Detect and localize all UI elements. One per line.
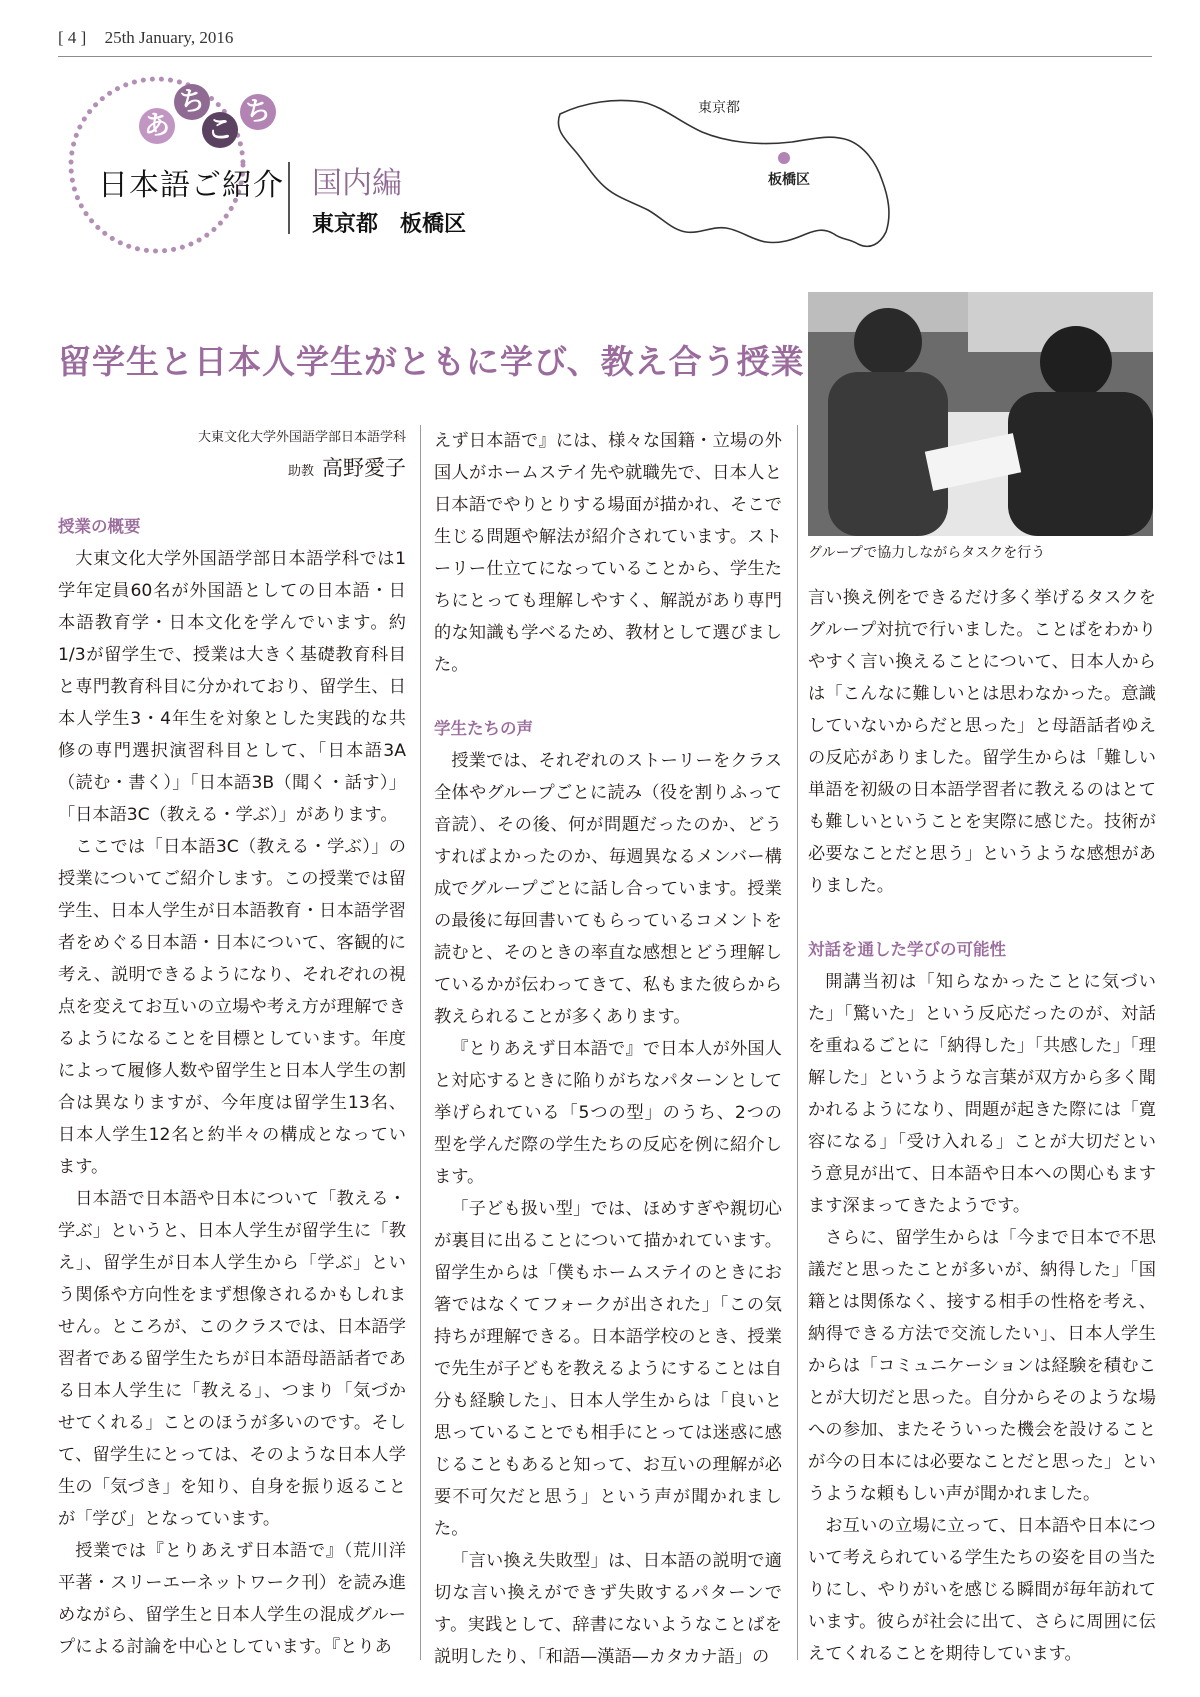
series-title: 日本語ご紹介 bbox=[98, 168, 284, 203]
paragraph: 言い換え例をできるだけ多く挙げるタスクをグループ対抗で行いました。ことばをわかりやすく言い換えることについて、日本人からは「こんなに難しいとは思わなかった。意識していないからだと思った」と母語話者ゆえの反応がありました。留学生からは「難しい単語を初級の日本語学習者に教えるのはとても難しいということを実際に感じた。技術が必要なことだと思う」というような感想がありました。 bbox=[808, 588, 1156, 896]
location-label: 東京都 板橋区 bbox=[312, 212, 467, 237]
article-column-3 bbox=[808, 582, 1156, 1670]
article-column-1 bbox=[58, 425, 406, 1663]
paragraph: さらに、留学生からは「今まで日本で不思議だと思ったことが多いが、納得した」「国籍とは関係なく、接する相手の性格を考え、納得できる方法で交流したい」、日本人学生からは「コミュニケーションは経験を積むことが大切だと思った。自分からそのような場への参加、またそういった機会を設けることが今の日本には必要なことだと思った」というような頼もしい声が聞かれました。 bbox=[808, 1228, 1156, 1504]
header-rule bbox=[58, 56, 1152, 57]
section-heading: 対話を通した学びの可能性 bbox=[808, 940, 1006, 959]
page-header bbox=[58, 28, 233, 48]
spacer bbox=[808, 902, 1156, 934]
bubble-chi-2: ち bbox=[240, 94, 276, 130]
section-heading: 授業の概要 bbox=[58, 517, 141, 536]
issue-date: 25th January, 2016 bbox=[104, 28, 234, 47]
title-divider bbox=[288, 162, 290, 234]
classroom-photo bbox=[808, 292, 1153, 536]
spacer bbox=[434, 681, 782, 713]
tokyo-map bbox=[530, 92, 910, 262]
paragraph: 大東文化大学外国語学部日本語学科では1学年定員60名が外国語としての日本語・日本語教育学・日本文化を学んでいます。約1/3が留学生で、授業は大きく基礎教育科目と専門教育科目に分かれており、留学生、日本人学生3・4年生を対象とした実践的な共修の専門選択演習科目として、「日本語3A（読む・書く）」「日本語3B（聞く・話す）」「日本語3C（教える・学ぶ）」があります。 bbox=[58, 549, 406, 825]
author-block bbox=[58, 425, 406, 489]
paragraph: ここでは「日本語3C（教える・学ぶ）」の授業についてご紹介します。この授業では留学生、日本人学生が日本語教育・日本語学習者をめぐる日本語・日本について、客観的に考え、説明できるようになり、それぞれの視点を変えてお互いの立場や考え方が理解できるようになることを目標としています。年度によって履修人数や留学生と日本人学生の割合は異なりますが、今年度は留学生13名、日本人学生12名と約半々の構成となっています。 bbox=[58, 837, 406, 1177]
author-name: 高野愛子 bbox=[322, 456, 406, 480]
paragraph: 「言い換え失敗型」は、日本語の説明で適切な言い換えができず失敗するパターンです。実践として、辞書にないようなことばを説明したり、「和語—漢語—カタカナ語」の bbox=[434, 1551, 782, 1667]
paragraph: 授業では『とりあえず日本語で』（荒川洋平著・スリーエーネットワーク刊）を読み進めながら、留学生と日本人学生の混成グループによる討論を中心としています。『とりあ bbox=[58, 1541, 406, 1657]
column-divider bbox=[420, 425, 421, 1660]
edition-label: 国内編 bbox=[312, 166, 402, 201]
photo-caption: グループで協力しながらタスクを行う bbox=[808, 545, 1046, 561]
article-column-2 bbox=[434, 425, 782, 1673]
paragraph: えず日本語で』には、様々な国籍・立場の外国人がホームステイ先や就職先で、日本人と日本語でやりとりする場面が描かれ、そこで生じる問題や解法が紹介されています。ストーリー仕立てになっていることから、学生たちにとっても理解しやすく、解説があり専門的な知識も学べるため、教材として選びました。 bbox=[434, 431, 782, 675]
map-prefecture-label: 東京都 bbox=[698, 100, 740, 116]
bubble-ko: こ bbox=[202, 112, 238, 148]
column-divider bbox=[797, 425, 798, 1660]
bubble-chi-1: ち bbox=[174, 84, 210, 120]
map-ward-label: 板橋区 bbox=[768, 172, 810, 188]
paragraph: お互いの立場に立って、日本語や日本について考えられている学生たちの姿を目の当たりにし、やりがいを感じる瞬間が毎年訪れています。彼らが社会に出て、さらに周囲に伝えてくれることを期待しています。 bbox=[808, 1516, 1156, 1664]
author-role: 助教 bbox=[287, 464, 314, 479]
paragraph: 日本語で日本語や日本について「教える・学ぶ」というと、日本人学生が留学生に「教え」、留学生が日本人学生から「学ぶ」という関係や方向性をまず想像されるかもしれません。ところが、このクラスでは、日本語学習者である留学生たちが日本語母語話者である日本人学生に「教える」、つまり「気づかせてくれる」ことのほうが多いのです。そして、留学生にとっては、そのような日本人学生の「気づき」を知り、自身を振り返ることが「学び」となっています。 bbox=[58, 1189, 406, 1529]
paragraph: 「子ども扱い型」では、ほめすぎや親切心が裏目に出ることについて描かれています。留学生からは「僕もホームステイのときにお箸ではなくてフォークが出された」「この気持ちが理解できる。日本語学校のとき、授業で先生が子どもを教えるようにすることは自分も経験した」、日本人学生からは「良いと思っていることでも相手にとっては迷惑に感じることもあると知って、お互いの理解が必要不可欠だと思う」という声が聞かれました。 bbox=[434, 1199, 782, 1539]
bubble-a: あ bbox=[139, 108, 175, 144]
page-number: [ 4 ] bbox=[58, 28, 87, 47]
article-headline: 留学生と日本人学生がともに学び、教え合う授業 bbox=[58, 342, 805, 381]
paragraph: 授業では、それぞれのストーリーをクラス全体やグループごとに読み（役を割りふって音読）、その後、何が問題だったのか、どうすればよかったのか、毎週異なるメンバー構成でグループごとに話し合っています。授業の最後に毎回書いてもらっているコメントを読むと、そのときの率直な感想とどう理解しているかが伝わってきて、私もまた彼らから教えられることが多くあります。 bbox=[434, 751, 782, 1027]
section-heading: 学生たちの声 bbox=[434, 719, 533, 738]
paragraph: 『とりあえず日本語で』で日本人が外国人と対応するときに陥りがちなパターンとして挙げられている「5つの型」のうち、2つの型を学んだ際の学生たちの反応を例に紹介します。 bbox=[434, 1039, 782, 1187]
paragraph: 開講当初は「知らなかったことに気づいた」「驚いた」という反応だったのが、対話を重ねるごとに「納得した」「共感した」「理解した」というような言葉が双方から多く聞かれるようになり、問題が起きた際には「寛容になる」「受け入れる」ことが大切だという意見が出て、日本語や日本への関心もますます深まってきたようです。 bbox=[808, 972, 1156, 1216]
author-affiliation: 大東文化大学外国語学部日本語学科 bbox=[197, 430, 406, 445]
